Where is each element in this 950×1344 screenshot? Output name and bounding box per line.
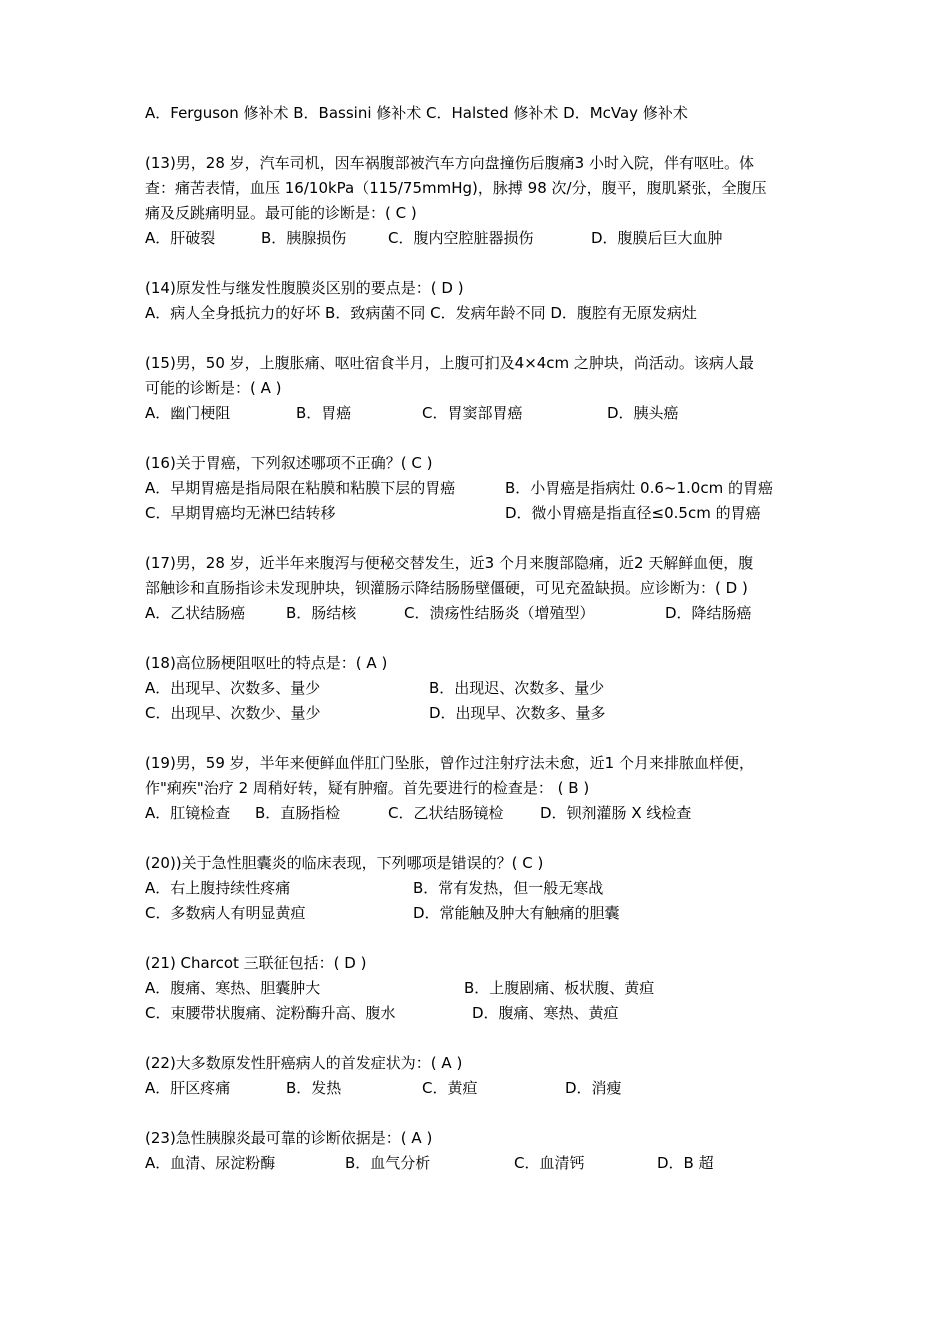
question-15-stem-line-2: 可能的诊断是：( A ): [145, 379, 282, 397]
question-23-stem: (23)急性胰腺炎最可靠的诊断依据是：( A ): [145, 1129, 433, 1147]
option-d: D．常能触及肿大有触痛的胆囊: [413, 904, 620, 922]
option-a: A．腹痛、寒热、胆囊肿大: [145, 979, 321, 997]
option-d: D．微小胃癌是指直径≤0.5cm 的胃癌: [505, 504, 761, 522]
question-20-stem: (20))关于急性胆囊炎的临床表现，下列哪项是错误的？( C ): [145, 854, 544, 872]
option-b: B．发热: [286, 1079, 342, 1097]
question-16-stem: (16)关于胃癌，下列叙述哪项不正确？( C ): [145, 454, 433, 472]
option-d: D．出现早、次数多、量多: [429, 704, 606, 722]
question-18-stem: (18)高位肠梗阻呕吐的特点是：( A ): [145, 654, 388, 672]
question-19-stem-line-2: 作"痢疾"治疗 2 周稍好转，疑有肿瘤。首先要进行的检查是： ( B ): [145, 779, 590, 797]
option-c: C．腹内空腔脏器损伤: [388, 229, 534, 247]
question-13-stem-line-2: 查：痛苦表情，血压 16/10kPa（115/75mmHg)，脉搏 98 次/分，腹平，腹肌紧张，全腹压: [145, 179, 767, 197]
option-a: A．早期胃癌是指局限在粘膜和粘膜下层的胃癌: [145, 479, 456, 497]
question-14-stem: (14)原发性与继发性腹膜炎区别的要点是：( D ): [145, 279, 464, 297]
option-c: C．出现早、次数少、量少: [145, 704, 321, 722]
option-b: B．直肠指检: [255, 804, 341, 822]
option-c: C．乙状结肠镜检: [388, 804, 504, 822]
question-21-stem: (21) Charcot 三联征包括：( D ): [145, 954, 367, 972]
question-22-stem: (22)大多数原发性肝癌病人的首发症状为：( A ): [145, 1054, 463, 1072]
option-b: B．胃癌: [296, 404, 352, 422]
option-a: A．右上腹持续性疼痛: [145, 879, 291, 897]
option-d: D．B 超: [657, 1154, 714, 1172]
question-19-stem-line-1: (19)男，59 岁，半年来便鲜血伴肛门坠胀，曾作过注射疗法未愈，近1 个月来排脓血样便，: [145, 754, 754, 772]
option-d: D．腹膜后巨大血肿: [591, 229, 723, 247]
option-c: C．胃窦部胃癌: [422, 404, 523, 422]
option-b: B．胰腺损伤: [261, 229, 347, 247]
option-b: B．出现迟、次数多、量少: [429, 679, 605, 697]
option-b: B．肠结核: [286, 604, 357, 622]
option-line: A．病人全身抵抗力的好坏 B．致病菌不同 C．发病年龄不同 D．腹腔有无原发病灶: [145, 304, 697, 322]
option-d: D．腹痛、寒热、黄疸: [472, 1004, 619, 1022]
option-b: B．小胃癌是指病灶 0.6~1.0cm 的胃癌: [505, 479, 773, 497]
option-d: D．胰头癌: [607, 404, 679, 422]
option-d: D．降结肠癌: [665, 604, 752, 622]
option-b: B．常有发热，但一般无寒战: [413, 879, 604, 897]
option-c: C．溃疡性结肠炎（增殖型）: [404, 604, 595, 622]
option-a: A．幽门梗阻: [145, 404, 231, 422]
question-17-stem-line-1: (17)男，28 岁，近半年来腹泻与便秘交替发生，近3 个月来腹部隐痛，近2 天解鲜血便，腹: [145, 554, 754, 572]
option-c: C．多数病人有明显黄疸: [145, 904, 306, 922]
option-d: D．钡剂灌肠 X 线检查: [540, 804, 692, 822]
option-c: C．黄疸: [422, 1079, 478, 1097]
option-c: C．血清钙: [514, 1154, 585, 1172]
answer-options-line: A．Ferguson 修补术 B．Bassini 修补术 C．Halsted 修补术 D．McVay 修补术: [145, 104, 688, 122]
option-d: D．消瘦: [565, 1079, 622, 1097]
option-c: C．束腰带状腹痛、淀粉酶升高、腹水: [145, 1004, 396, 1022]
option-a: A．乙状结肠癌: [145, 604, 246, 622]
option-a: A．出现早、次数多、量少: [145, 679, 321, 697]
question-15-stem-line-1: (15)男，50 岁，上腹胀痛、呕吐宿食半月，上腹可扪及4×4cm 之肿块，尚活动。该病人最: [145, 354, 754, 372]
question-13-stem-line-3: 痛及反跳痛明显。最可能的诊断是：( C ): [145, 204, 417, 222]
option-a: A．血清、尿淀粉酶: [145, 1154, 276, 1172]
question-13-stem-line-1: (13)男，28 岁，汽车司机，因车祸腹部被汽车方向盘撞伤后腹痛3 小时入院，伴有呕吐。体: [145, 154, 754, 172]
option-b: B．上腹剧痛、板状腹、黄疸: [464, 979, 655, 997]
option-c: C．早期胃癌均无淋巴结转移: [145, 504, 336, 522]
question-17-stem-line-2: 部触诊和直肠指诊未发现肿块，钡灌肠示降结肠肠壁僵硬，可见充盈缺损。应诊断为：( D ): [145, 579, 748, 597]
option-a: A．肛镜检查: [145, 804, 231, 822]
option-a: A．肝区疼痛: [145, 1079, 231, 1097]
option-a: A．肝破裂: [145, 229, 216, 247]
option-b: B．血气分析: [345, 1154, 431, 1172]
